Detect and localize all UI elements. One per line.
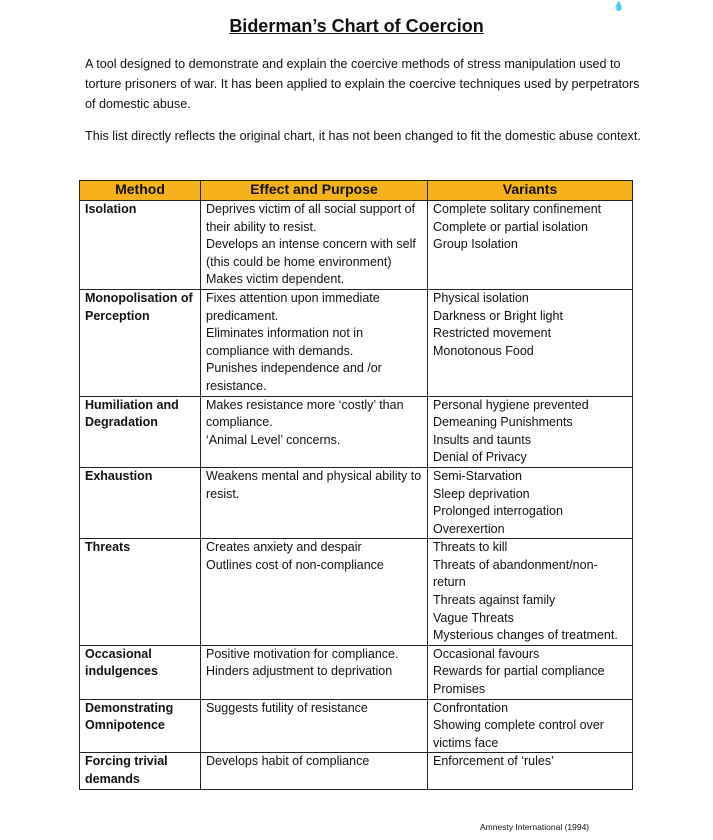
- variants-line: Overexertion: [433, 521, 505, 536]
- effect-cell: [201, 396, 428, 467]
- effect-line: Punishes independence and /or resistance.: [206, 361, 382, 393]
- table-row: [80, 539, 633, 646]
- effect-cell: [201, 201, 428, 290]
- header-method: Method: [80, 181, 201, 201]
- variants-line: Physical isolation: [433, 290, 529, 305]
- variants-line: Occasional favours: [433, 646, 540, 661]
- table-row: [80, 699, 633, 753]
- variants-line: Threats to kill: [433, 540, 508, 555]
- table-body: [80, 201, 633, 790]
- effect-cell: [201, 467, 428, 538]
- variants-line: Threats against family: [433, 593, 556, 608]
- intro-paragraph: A tool designed to demonstrate and explain the coercive methods of stress manipulation used to torture prisoners of war. It has been applied to explain the coercive techniques used by perpetrators of domestic abuse.: [85, 57, 640, 111]
- effect-line: Outlines cost of non-compliance: [206, 557, 384, 572]
- effect-line: Develops an intense concern with self (this could be home environment): [206, 237, 416, 269]
- effect-line: ‘Animal Level’ concerns.: [206, 432, 341, 447]
- page-title: Biderman’s Chart of Coercion: [229, 16, 484, 36]
- effect-line: Suggests futility of resistance: [206, 700, 368, 715]
- variants-line: Promises: [433, 682, 486, 697]
- table-row: [80, 396, 633, 467]
- variants-line: Complete or partial isolation: [433, 219, 588, 234]
- effect-line: Weakens mental and physical ability to resist.: [206, 468, 422, 501]
- variants-line: Group Isolation: [433, 237, 518, 252]
- variants-line: Showing complete control over victims face: [433, 718, 604, 750]
- variants-cell: [428, 753, 633, 789]
- variants-line: Threats of abandonment/non-return: [433, 557, 598, 590]
- method-cell: Threats: [80, 539, 201, 646]
- variants-line: Complete solitary confinement: [433, 202, 602, 216]
- variants-line: Monotonous Food: [433, 343, 534, 358]
- method-cell: Exhaustion: [80, 467, 201, 538]
- coercion-table: [79, 180, 633, 790]
- effect-line: Fixes attention upon immediate predicament.: [206, 290, 380, 323]
- method-cell: Forcing trivial demands: [80, 753, 201, 789]
- effect-line: Deprives victim of all social support of their ability to resist.: [206, 202, 416, 234]
- source-citation: Amnesty International (1994): [480, 822, 590, 832]
- variants-cell: [428, 289, 633, 396]
- effect-line: Creates anxiety and despair: [206, 540, 362, 555]
- effect-line: Hinders adjustment to deprivation: [206, 664, 393, 679]
- effect-cell: [201, 699, 428, 753]
- table-row: [80, 753, 633, 789]
- effect-cell: [201, 539, 428, 646]
- effect-line: Develops habit of compliance: [206, 754, 370, 769]
- table-header-row: [80, 181, 633, 201]
- variants-cell: [428, 396, 633, 467]
- variants-line: Personal hygiene prevented: [433, 397, 589, 412]
- variants-cell: [428, 539, 633, 646]
- effect-cell: [201, 645, 428, 699]
- table-row: [80, 645, 633, 699]
- variants-cell: [428, 699, 633, 753]
- header-variants: Variants: [428, 181, 633, 201]
- variants-line: Confrontation: [433, 700, 509, 715]
- effect-line: Positive motivation for compliance.: [206, 646, 399, 661]
- table-row: [80, 201, 633, 290]
- effect-line: Eliminates information not in compliance with demands.: [206, 326, 364, 358]
- method-cell: Monopolisation of Perception: [80, 289, 201, 396]
- variants-line: Mysterious changes of treatment.: [433, 628, 618, 643]
- variants-line: Insults and taunts: [433, 432, 531, 447]
- effect-cell: [201, 753, 428, 789]
- header-effect: Effect and Purpose: [201, 181, 428, 201]
- variants-line: Denial of Privacy: [433, 450, 527, 465]
- variants-line: Enforcement of ‘rules’: [433, 754, 554, 769]
- table-row: [80, 289, 633, 396]
- table-row: [80, 467, 633, 538]
- variants-line: Prolonged interrogation: [433, 504, 563, 519]
- variants-cell: [428, 645, 633, 699]
- variants-cell: [428, 467, 633, 538]
- method-cell: Occasional indulgences: [80, 645, 201, 699]
- variants-line: Demeaning Punishments: [433, 415, 573, 430]
- note-paragraph: This list directly reflects the original chart, it has not been changed to fit the domestic abuse context.: [85, 129, 641, 143]
- effect-line: Makes victim dependent.: [206, 272, 345, 287]
- method-cell: Demonstrating Omnipotence: [80, 699, 201, 753]
- droplet-icon: 💧: [613, 1, 625, 11]
- method-cell: Isolation: [80, 201, 201, 290]
- effect-cell: [201, 289, 428, 396]
- variants-line: Rewards for partial compliance: [433, 664, 605, 679]
- method-cell: Humiliation and Degradation: [80, 396, 201, 467]
- variants-line: Darkness or Bright light: [433, 308, 563, 323]
- variants-line: Semi-Starvation: [433, 468, 522, 483]
- variants-cell: [428, 201, 633, 290]
- variants-line: Sleep deprivation: [433, 486, 530, 501]
- effect-line: Makes resistance more ‘costly’ than compliance.: [206, 397, 404, 430]
- variants-line: Vague Threats: [433, 610, 514, 625]
- variants-line: Restricted movement: [433, 326, 552, 341]
